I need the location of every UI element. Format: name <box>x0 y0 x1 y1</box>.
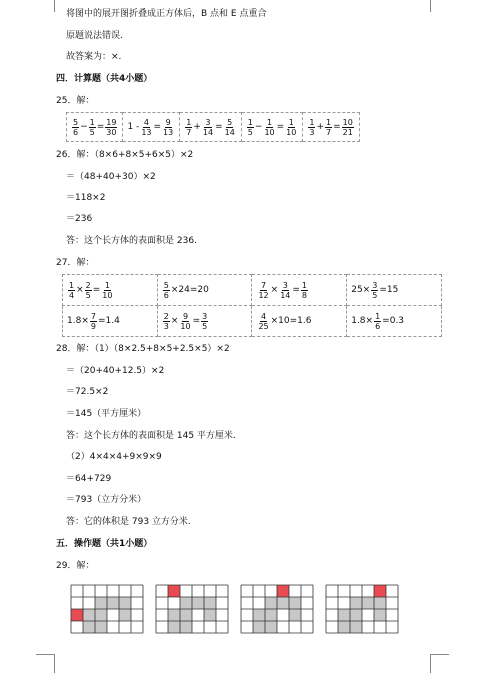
q28-label: 28．解：（1）（8×2.5+8×5+2.5×5）×2 <box>56 344 230 354</box>
fraction: $\frac{10}{21}$ <box>342 117 353 137</box>
grid-figure-4 <box>325 584 399 642</box>
gray-square <box>265 621 277 633</box>
gray-square <box>180 597 192 609</box>
gray-square <box>168 621 180 633</box>
q27-cell-4: 25× $\frac{3}{5}$ =15 <box>347 275 442 306</box>
q25-cell-3: $\frac{1}{7}$ + $\frac{3}{14}$ = $\frac{5}{14}$ <box>180 113 242 142</box>
q29-label: 29．解： <box>56 561 95 571</box>
q28-answer-2: 答：它的体积是 793 立方分米. <box>66 517 191 527</box>
red-square <box>374 585 386 597</box>
gray-square <box>265 609 277 621</box>
section4-heading: 四．计算题（共4小题） <box>56 74 153 84</box>
q27-cell-7: $\frac{4}{25}$ ×10=1.6 <box>252 306 347 337</box>
gray-square <box>374 609 386 621</box>
q27-cell-6: $\frac{2}{3}$ × $\frac{9}{10}$ = $\frac{3}{5}$ <box>157 306 252 337</box>
gray-square <box>253 621 265 633</box>
red-square <box>71 609 83 621</box>
gray-square <box>253 609 265 621</box>
gray-square <box>95 621 107 633</box>
fraction: $\frac{1}{5}$ <box>247 117 253 137</box>
gray-square <box>119 609 131 621</box>
section5-heading: 五．操作题（共1小题） <box>56 539 153 549</box>
gray-square <box>350 609 362 621</box>
q27-cell-1: $\frac{1}{4}$ × $\frac{2}{5}$ = $\frac{1}{10}$ <box>63 275 158 306</box>
q26-answer: 答：这个长方体的表面积是 236. <box>66 236 197 246</box>
q28-step-4: ＝64+729 <box>66 474 112 484</box>
red-square <box>277 585 289 597</box>
q25-cell-5: $\frac{1}{3}$ + $\frac{1}{7}$ = $\frac{10}{21}$ <box>303 113 359 142</box>
gray-square <box>265 597 277 609</box>
q28-part-2: （2）4×4×4+9×9×9 <box>66 452 162 462</box>
grid-figure-1 <box>70 584 144 642</box>
gray-square <box>374 597 386 609</box>
gray-square <box>362 597 374 609</box>
q25-label: 25．解： <box>56 96 95 106</box>
gray-square <box>204 597 216 609</box>
gray-square <box>180 621 192 633</box>
gray-square <box>338 621 350 633</box>
q26-step-3: ＝236 <box>66 214 93 224</box>
fraction: $\frac{3}{14}$ <box>202 117 214 137</box>
crop-mark-bottom-left <box>36 654 55 673</box>
q25-table <box>66 112 360 142</box>
gray-square <box>350 621 362 633</box>
q28-step-5: ＝793（立方分米） <box>66 495 147 505</box>
q28-step-1: ＝（20+40+12.5）×2 <box>66 366 165 376</box>
fraction: $\frac{1}{10}$ <box>286 117 297 137</box>
q27-cell-3: $\frac{7}{12}$ × $\frac{3}{14}$ = $\frac{1}{8}$ <box>252 275 347 306</box>
fold-note: 将图中的展开图折叠成正方体后，B 点和 E 点重合 <box>66 9 267 19</box>
gray-square <box>95 609 107 621</box>
crop-mark-top-left <box>36 0 55 12</box>
judgement-text: 原题说法错误. <box>66 31 123 41</box>
q26-label: 26．解：（8×6+8×5+6×5）×2 <box>56 150 194 160</box>
red-square <box>168 585 180 597</box>
fraction: $\frac{5}{6}$ <box>73 117 79 137</box>
gray-square <box>192 597 204 609</box>
fraction: $\frac{1}{3}$ <box>309 117 315 137</box>
fraction: $\frac{9}{13}$ <box>163 117 174 137</box>
crop-mark-top-right <box>430 0 449 12</box>
fraction: $\frac{1}{10}$ <box>264 117 275 137</box>
gray-square <box>107 597 119 609</box>
fraction: $\frac{4}{13}$ <box>141 117 152 137</box>
gray-square <box>83 609 95 621</box>
q27-label: 27．解： <box>56 258 95 268</box>
q27-table <box>62 274 442 337</box>
gray-square <box>350 597 362 609</box>
fraction: $\frac{1}{5}$ <box>89 117 95 137</box>
grid-figure-2 <box>155 584 229 642</box>
grid-figure-3 <box>240 584 314 642</box>
fraction: $\frac{1}{7}$ <box>326 117 332 137</box>
q26-step-1: ＝（48+40+30）×2 <box>66 172 156 182</box>
q28-step-2: ＝72.5×2 <box>66 387 109 397</box>
q25-cell-1: $\frac{5}{6}$ − $\frac{1}{5}$ = $\frac{19}{30}$ <box>67 113 123 142</box>
gray-square <box>95 597 107 609</box>
fraction: $\frac{5}{14}$ <box>224 117 235 137</box>
fraction: $\frac{1}{7}$ <box>186 117 192 137</box>
q27-cell-5: 1.8× $\frac{7}{9}$ =1.4 <box>63 306 158 337</box>
gray-square <box>289 609 301 621</box>
gray-square <box>289 597 301 609</box>
q28-step-3: ＝145（平方厘米） <box>66 409 147 419</box>
gray-square <box>168 609 180 621</box>
fraction: $\frac{19}{30}$ <box>106 117 117 137</box>
q27-cell-8: 1.8× $\frac{1}{6}$ =0.3 <box>347 306 442 337</box>
q25-cell-2: 1 - $\frac{4}{13}$ = $\frac{9}{13}$ <box>123 113 180 142</box>
gray-square <box>119 597 131 609</box>
gray-square <box>277 597 289 609</box>
q25-cell-4: $\frac{1}{5}$ − $\frac{1}{10}$ = $\frac{1}{10}$ <box>241 113 303 142</box>
q27-cell-2: $\frac{5}{6}$ ×24=20 <box>157 275 252 306</box>
gray-square <box>180 609 192 621</box>
q26-step-2: ＝118×2 <box>66 193 106 203</box>
gray-square <box>204 609 216 621</box>
q28-answer-1: 答：这个长方体的表面积是 145 平方厘米. <box>66 431 236 441</box>
answer-text: 故答案为：×. <box>66 52 122 62</box>
gray-square <box>83 621 95 633</box>
crop-mark-bottom-right <box>430 654 449 673</box>
gray-square <box>338 609 350 621</box>
